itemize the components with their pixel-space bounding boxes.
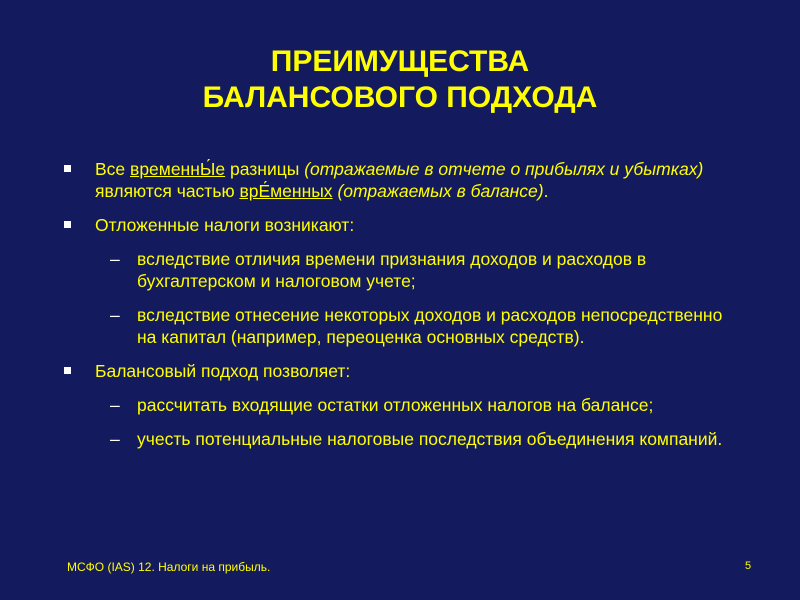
footer-caption: МСФО (IAS) 12. Налоги на прибыль. xyxy=(67,560,271,574)
sub-item-timing-difference xyxy=(60,248,730,292)
item-text: Отложенные налоги возникают: xyxy=(95,215,355,235)
bullet-item-balance-approach xyxy=(60,360,730,382)
square-bullet-icon xyxy=(64,221,71,228)
dash-bullet-icon: – xyxy=(110,305,120,325)
item-text: учесть потенциальные налоговые последствия объединения компаний. xyxy=(137,429,723,449)
sub-item-equity-items xyxy=(60,304,730,348)
item-text: Балансовый подход позволяет: xyxy=(95,361,351,381)
title-line-2: БАЛАНСОВОГО ПОДХОДА xyxy=(202,81,598,114)
square-bullet-icon xyxy=(64,367,71,374)
item-text: вследствие отнесение некоторых доходов и расходов непосредственно на капитал (например, переоценка основных средств). xyxy=(137,305,723,347)
title-line-1: ПРЕИМУЩЕСТВА xyxy=(270,45,530,78)
item-text: Все временнЫ́е разницы (отражаемые в отчете о прибылях и убытках) являются частью врЕ́менных (отражаемых в балансе). xyxy=(95,159,704,201)
sub-item-business-combinations xyxy=(60,428,730,450)
bullet-item-temporary-differences xyxy=(60,158,730,202)
sub-item-opening-balances xyxy=(60,394,730,416)
bullet-item-deferred-taxes xyxy=(60,214,730,236)
bullet-list xyxy=(60,158,730,462)
square-bullet-icon xyxy=(64,165,71,172)
dash-bullet-icon: – xyxy=(110,395,120,415)
slide-title xyxy=(0,44,800,116)
dash-bullet-icon: – xyxy=(110,249,120,269)
item-text: вследствие отличия времени признания доходов и расходов в бухгалтерском и налоговом учете; xyxy=(137,249,647,291)
page-number: 5 xyxy=(745,560,752,572)
dash-bullet-icon: – xyxy=(110,429,120,449)
item-text: рассчитать входящие остатки отложенных налогов на балансе; xyxy=(137,395,654,415)
